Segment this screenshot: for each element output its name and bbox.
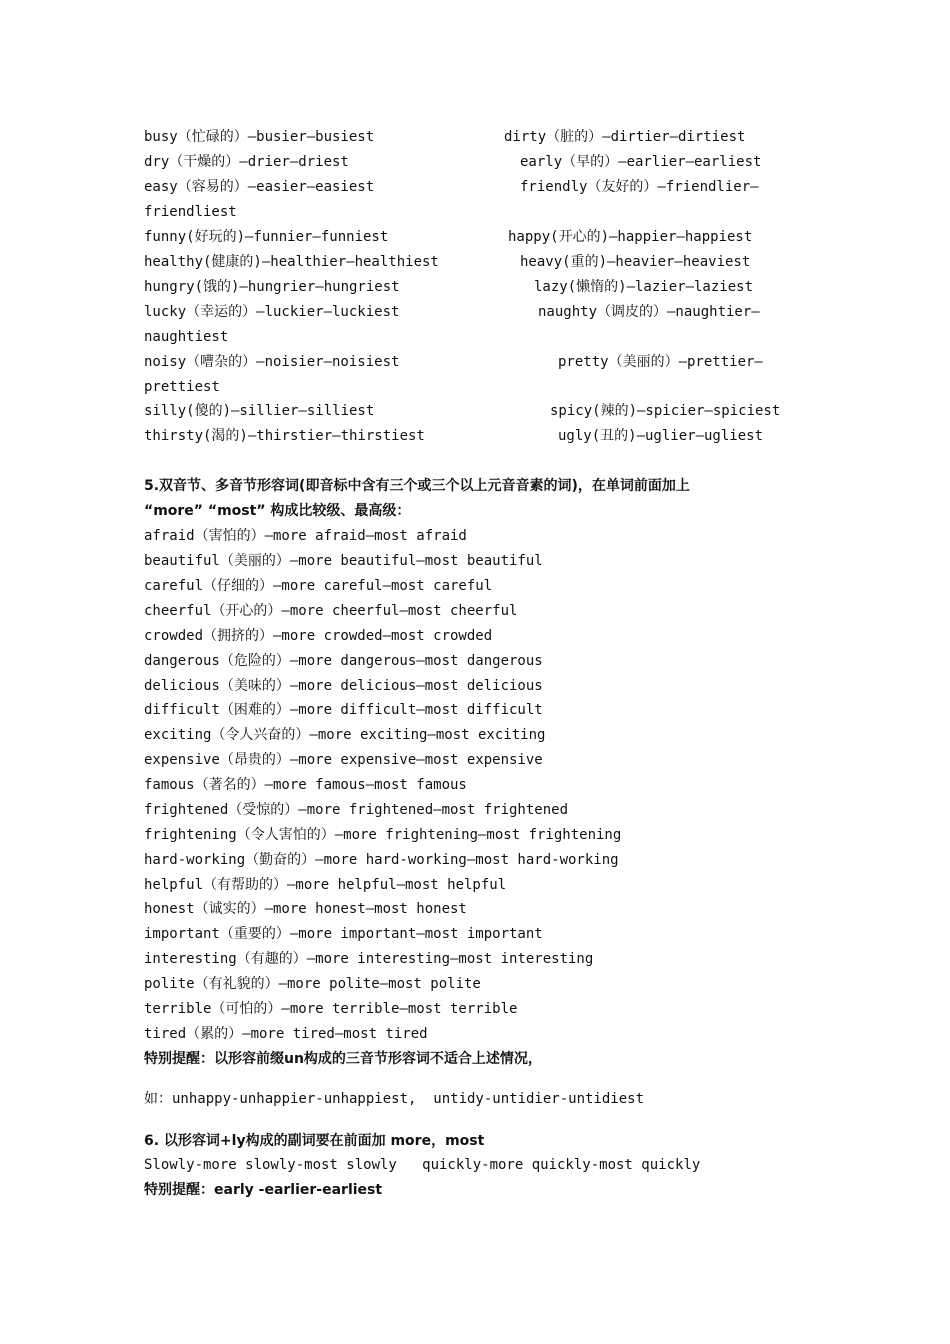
list-item: afraid（害怕的）—more afraid—most afraid: [144, 528, 467, 544]
row-0-left: busy（忙碌的）—busier—busiest: [144, 129, 375, 145]
row-4-left: funny(好玩的)—funnier—funniest: [144, 229, 389, 245]
list-item: cheerful（开心的）—more cheerful—most cheerful: [144, 603, 518, 619]
row-1-left: dry（干燥的）—drier—driest: [144, 154, 349, 170]
list-item: tired（累的）—more tired—most tired: [144, 1026, 428, 1042]
row-5-left: healthy(健康的)—healthier—healthiest: [144, 254, 439, 270]
row-8-left: naughtiest: [144, 329, 229, 345]
row-2-left: easy（容易的）—easier—easiest: [144, 179, 375, 195]
row-1-right: early（早的）—earlier—earliest: [520, 154, 762, 170]
row-9-right: pretty（美丽的）—prettier—: [558, 354, 763, 370]
section5-heading: 5.双音节、多音节形容词(即音标中含有三个或三个以上元音音素的词)，在单词前面加上: [144, 478, 690, 494]
list-item: terrible（可怕的）—more terrible—most terrible: [144, 1001, 518, 1017]
section6-heading: 6. 以形容词+ly构成的副词要在前面加 more，most: [144, 1133, 485, 1149]
section5-heading-cont: “more” “most” 构成比较级、最高级：: [144, 503, 411, 519]
row-9-left: noisy（嘈杂的）—noisier—noisiest: [144, 354, 400, 370]
list-item: frightening（令人害怕的）—more frightening—most frightening: [144, 827, 622, 843]
section6-reminder: 特别提醒：early -earlier-earliest: [144, 1182, 383, 1198]
list-item: important（重要的）—more important—most important: [144, 926, 543, 942]
list-item: exciting（令人兴奋的）—more exciting—most exciting: [144, 727, 546, 743]
row-7-left: lucky（幸运的）—luckier—luckiest: [144, 304, 400, 320]
list-item: dangerous（危险的）—more dangerous—most dangerous: [144, 653, 543, 669]
list-item: hard-working（勤奋的）—more hard-working—most hard-working: [144, 852, 619, 868]
list-item: delicious（美味的）—more delicious—most delicious: [144, 678, 543, 694]
list-item: polite（有礼貌的）—more polite—most polite: [144, 976, 481, 992]
row-0-right: dirty（脏的）—dirtier—dirtiest: [504, 129, 746, 145]
row-7-right: naughty（调皮的）—naughtier—: [538, 304, 760, 320]
section5-reminder: 特别提醒：以形容前缀un构成的三音节形容词不适合上述情况，: [144, 1051, 542, 1067]
list-item: difficult（困难的）—more difficult—most difficult: [144, 702, 543, 718]
row-5-right: heavy(重的)—heavier—heaviest: [520, 254, 751, 270]
list-item: interesting（有趣的）—more interesting—most interesting: [144, 951, 594, 967]
list-item: honest（诚实的）—more honest—most honest: [144, 901, 467, 917]
section5-example: 如：unhappy-unhappier-unhappiest, untidy-untidier-untidiest: [144, 1091, 645, 1107]
list-item: expensive（昂贵的）—more expensive—most expensive: [144, 752, 543, 768]
row-4-right: happy(开心的)—happier—happiest: [508, 229, 753, 245]
list-item: crowded（拥挤的）—more crowded—most crowded: [144, 628, 493, 644]
row-6-left: hungry(饿的)—hungrier—hungriest: [144, 279, 400, 295]
list-item: frightened（受惊的）—more frightened—most frightened: [144, 802, 569, 818]
list-item: helpful（有帮助的）—more helpful—most helpful: [144, 877, 507, 893]
list-item: famous（著名的）—more famous—most famous: [144, 777, 467, 793]
row-2-right: friendly（友好的）—friendlier—: [520, 179, 759, 195]
section6-example: Slowly-more slowly-most slowly quickly-more quickly-most quickly: [144, 1157, 701, 1173]
list-item: beautiful（美丽的）—more beautiful—most beautiful: [144, 553, 543, 569]
row-12-left: thirsty(渴的)—thirstier—thirstiest: [144, 428, 425, 444]
row-6-right: lazy(懒惰的)—lazier—laziest: [534, 279, 754, 295]
row-11-right: spicy(辣的)—spicier—spiciest: [550, 403, 781, 419]
row-10-left: prettiest: [144, 379, 220, 395]
list-item: careful（仔细的）—more careful—most careful: [144, 578, 493, 594]
row-3-left: friendliest: [144, 204, 237, 220]
row-12-right: ugly(丑的)—uglier—ugliest: [558, 428, 764, 444]
row-11-left: silly(傻的)—sillier—silliest: [144, 403, 375, 419]
